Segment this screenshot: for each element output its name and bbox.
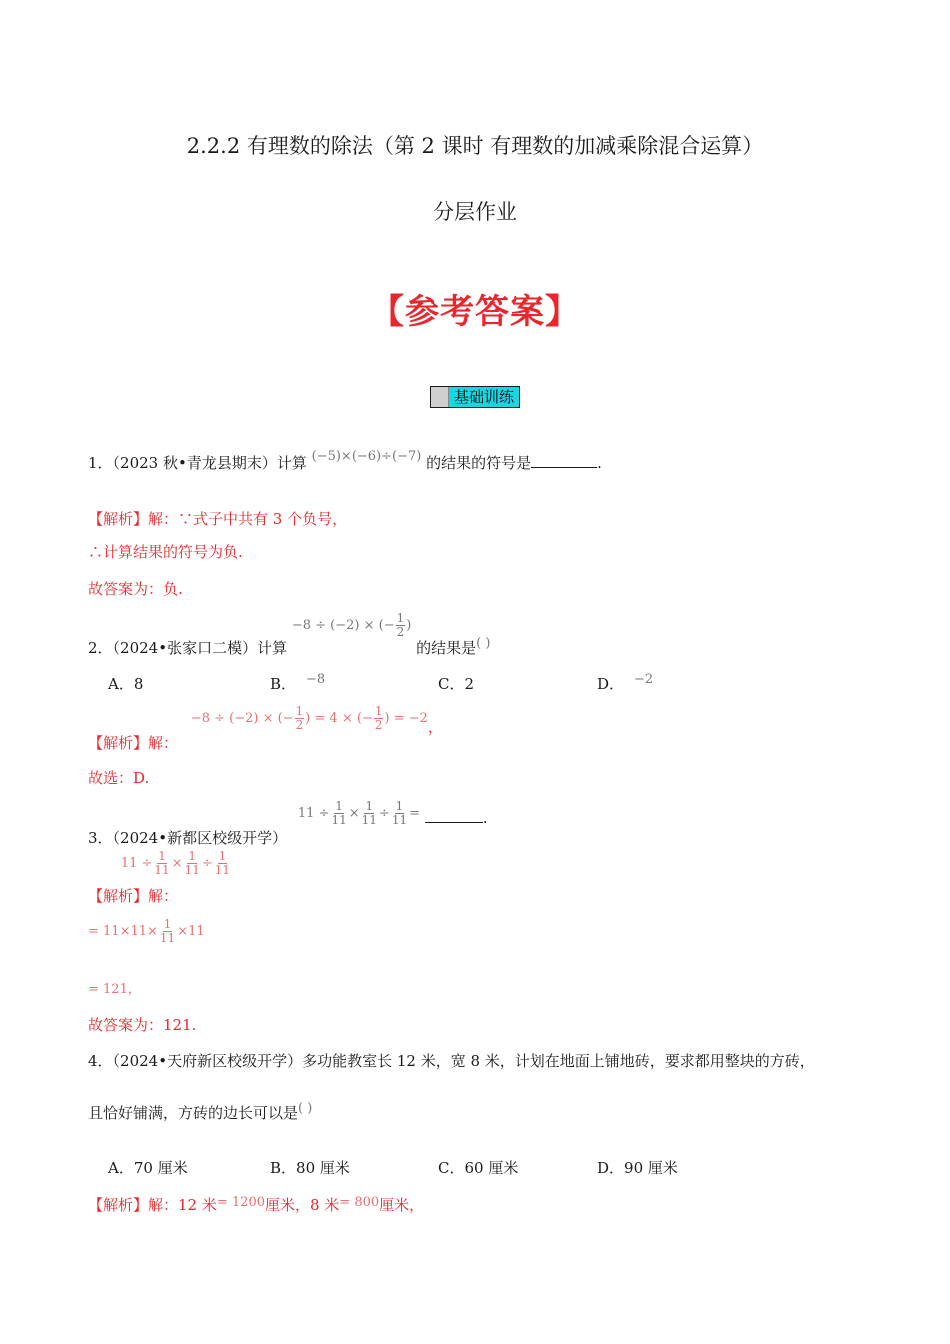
q3-sol-frac1-numerator: 1	[158, 849, 166, 863]
q4-option-a: A．70 厘米	[108, 1159, 188, 1177]
section-label-box	[430, 386, 520, 408]
q2-sol-part-b: ) = 4 × (−	[305, 711, 373, 726]
q3-sol-first-term: 11 ÷	[120, 856, 153, 871]
q3-period: .	[482, 809, 488, 827]
q2-option-b	[270, 673, 325, 694]
q4-solution-tag: 【解析】	[88, 1196, 149, 1214]
q1-solution-line1	[88, 508, 347, 529]
q4-sol-part-a: 解：12 米	[148, 1196, 217, 1214]
q2-solution-label: 解：	[148, 734, 179, 752]
q2-frac-numerator: 1	[396, 611, 405, 625]
q2-sol-frac2-numerator: 1	[374, 704, 383, 718]
q3-solution-tag: 【解析】	[88, 887, 149, 905]
q2-sol-frac2-denominator: 2	[374, 718, 383, 732]
q3-sol-frac1-denominator: 11	[154, 863, 170, 877]
page-title: 2.2.2 有理数的除法（第 2 课时 有理数的加减乘除混合运算）	[186, 134, 764, 158]
question-1	[88, 449, 602, 473]
q2-fraction	[396, 612, 406, 639]
q2-solution	[88, 705, 443, 751]
section-marker	[431, 387, 449, 407]
q2-solution-expression	[191, 705, 428, 732]
q2-option-d-label: D．	[597, 675, 625, 693]
q3-frac1-numerator: 1	[335, 799, 343, 813]
q3-fraction-1	[330, 800, 347, 827]
q2-sol-part-c: ) = −2	[384, 711, 428, 726]
q3-sol-frac3-denominator: 11	[214, 863, 231, 877]
q2-option-c: C．2	[438, 675, 475, 693]
q3-solution-line1	[88, 849, 294, 905]
answer-heading: 【参考答案】	[370, 292, 580, 332]
q2-option-b-label: B．	[270, 675, 297, 693]
q3-sol-frac3-numerator: 1	[218, 849, 227, 863]
q2-frac-denominator: 2	[396, 625, 405, 639]
q3-step2-part-a: = 11×11×	[88, 924, 158, 939]
q4-option-b: B．80 厘米	[270, 1159, 350, 1177]
q3-sol-divide: ÷	[201, 856, 213, 871]
q3-first-term: 11 ÷	[297, 806, 330, 821]
q3-expression	[298, 800, 420, 827]
q2-option-b-value: −8	[306, 672, 326, 687]
q3-sol-times: ×	[171, 856, 183, 871]
q3-answer-blank	[425, 808, 483, 823]
q2-expr-part-a: −8 ÷ (−2) × (−	[291, 618, 395, 633]
q3-frac3-numerator: 1	[395, 799, 404, 813]
q2-prefix: 2．（2024•张家口二模）计算	[88, 639, 288, 657]
q1-expression: (−5)×(−6)÷(−7)	[311, 449, 422, 464]
q4-sol-value-1: = 1200	[216, 1195, 265, 1210]
q3-frac1-denominator: 11	[331, 813, 347, 827]
question-3	[88, 799, 488, 847]
q2-sol-frac1-numerator: 1	[295, 704, 304, 718]
q1-solution-text1: 解：∵式子中共有 3 个负号，	[148, 510, 348, 528]
q4-sol-part-b: 厘米，8 米	[264, 1196, 340, 1214]
q4-paren: ( )	[298, 1101, 313, 1116]
q4-option-c: C．60 厘米	[438, 1159, 519, 1177]
q4-option-d: D．90 厘米	[597, 1159, 678, 1177]
q1-solution-tag: 【解析】	[88, 510, 149, 528]
q3-sol-frac2-numerator: 1	[188, 849, 197, 863]
q2-sol-fraction-2	[374, 705, 384, 732]
q3-step2-fraction	[159, 918, 176, 945]
q2-option-a: A．8	[108, 675, 144, 693]
q3-sol-fraction-2	[184, 850, 201, 877]
q3-step2-numerator: 1	[163, 917, 172, 931]
q1-answer-blank	[531, 453, 597, 468]
q2-sol-frac1-denominator: 2	[295, 718, 304, 732]
q2-suffix: 的结果是	[416, 639, 477, 657]
q4-sol-value-2: = 800	[339, 1195, 380, 1210]
q3-frac3-denominator: 11	[391, 813, 408, 827]
q2-sol-comma: ，	[427, 718, 443, 736]
q2-expr-part-b: )	[406, 618, 412, 633]
q3-fraction-3	[391, 800, 408, 827]
q2-solution-end: 故选：D.	[88, 769, 150, 787]
q2-sol-part-a: −8 ÷ (−2) × (−	[190, 711, 294, 726]
q3-fraction-2	[361, 800, 378, 827]
q2-expression	[292, 612, 411, 639]
q1-period: .	[597, 454, 602, 472]
q2-paren: ( )	[476, 636, 491, 651]
q3-prefix: 3．（2024•新都区校级开学）	[88, 829, 288, 847]
q4-sol-part-c: 厘米，	[379, 1196, 425, 1214]
page-subtitle: 分层作业	[433, 200, 517, 224]
q3-sol-fraction-3	[214, 850, 231, 877]
section-label: 基础训练	[453, 388, 514, 406]
q3-equals: =	[409, 806, 420, 821]
q3-times: ×	[348, 806, 360, 821]
q3-solution-step2	[88, 918, 205, 945]
q1-solution-line2: ∴计算结果的符号为负.	[88, 543, 243, 561]
q3-sol-fraction-1	[153, 850, 170, 877]
q3-step2-part-b: ×11	[177, 924, 205, 939]
q2-solution-tag: 【解析】	[88, 734, 149, 752]
q4-line2-text: 且恰好铺满，方砖的边长可以是	[88, 1104, 299, 1122]
q3-solution-step1	[121, 850, 232, 877]
q3-sol-frac2-denominator: 11	[184, 863, 200, 877]
question-2	[88, 611, 491, 657]
q3-frac2-numerator: 1	[365, 799, 374, 813]
q4-solution	[88, 1194, 424, 1215]
q3-solution-label: 解：	[148, 887, 179, 905]
question-4-line1: 4．（2024•天府新区校级开学）多功能教室长 12 米，宽 8 米，计划在地面上铺地砖，要求都用整块的方砖，	[88, 1052, 815, 1070]
question-4-line2	[88, 1102, 312, 1123]
q2-option-d	[597, 673, 653, 694]
q3-solution-step3: = 121，	[88, 982, 141, 997]
q3-frac2-denominator: 11	[361, 813, 377, 827]
q1-prefix: 1．（2023 秋•青龙县期末）计算	[88, 454, 307, 472]
q3-step2-denominator: 11	[159, 931, 176, 945]
q1-solution-line3: 故答案为：负.	[88, 580, 183, 598]
q1-suffix: 的结果的符号是	[426, 454, 532, 472]
q3-solution-end: 故答案为：121.	[88, 1016, 197, 1034]
q2-sol-fraction-1	[295, 705, 305, 732]
q3-divide: ÷	[378, 806, 390, 821]
q2-option-d-value: −2	[634, 672, 654, 687]
